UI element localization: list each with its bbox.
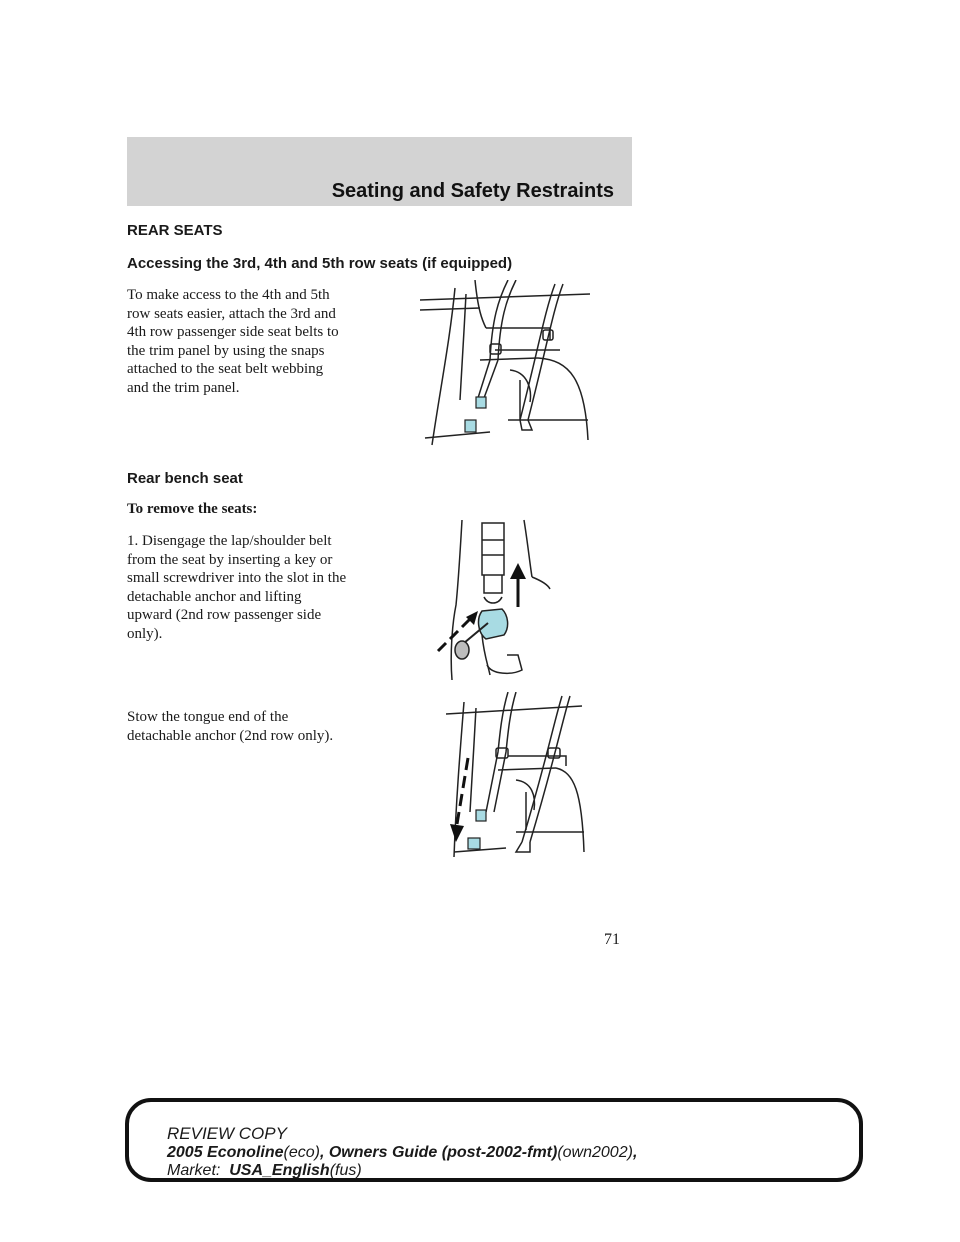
footer-model: 2005 Econoline — [167, 1144, 284, 1161]
text-line: upward (2nd row passenger side — [127, 607, 322, 623]
page-header-title: Seating and Safety Restraints — [331, 180, 614, 202]
footer-market-code: (fus) — [329, 1162, 362, 1179]
page-number: 71 — [604, 931, 620, 948]
bench-heading: Rear bench seat — [127, 470, 243, 487]
footer-guide: Owners Guide (post-2002-fmt) — [328, 1144, 558, 1161]
review-copy-footer — [125, 1098, 863, 1182]
seatbelt-trim-illustration — [420, 280, 592, 450]
footer-market-label: Market: — [167, 1162, 221, 1179]
footer-review-copy: REVIEW COPY — [167, 1124, 287, 1143]
header-band — [127, 137, 632, 206]
text-line: 1. Disengage the lap/shoulder belt — [127, 533, 332, 549]
text-line: detachable anchor (2nd row only). — [127, 727, 334, 744]
footer-separator: , — [319, 1144, 329, 1161]
section-heading: REAR SEATS — [127, 222, 223, 239]
text-line: Stow the tongue end of the — [127, 709, 289, 725]
text-line: row seats easier, attach the 3rd and — [127, 305, 336, 322]
footer-model-code: (eco) — [283, 1144, 320, 1161]
access-paragraph — [127, 286, 339, 397]
text-line: from the seat by inserting a key or — [127, 551, 333, 568]
text-line: only). — [127, 625, 163, 642]
footer-market-value: USA_English — [229, 1162, 330, 1179]
text-line: 4th row passenger side seat belts to — [127, 324, 339, 340]
remove-heading: To remove the seats: — [127, 501, 258, 517]
subheading: Accessing the 3rd, 4th and 5th row seats (if equipped) — [127, 255, 513, 272]
stow-paragraph — [127, 708, 333, 745]
text-line: and the trim panel. — [127, 379, 240, 396]
step1-paragraph — [127, 532, 346, 643]
text-line: detachable anchor and lifting — [127, 588, 302, 605]
footer-doc-info — [167, 1144, 637, 1162]
detachable-anchor-illustration — [432, 515, 552, 685]
footer-market — [167, 1162, 362, 1180]
text-line: small screwdriver into the slot in the — [127, 570, 347, 586]
text-line: the trim panel by using the snaps — [127, 342, 325, 359]
footer-guide-code: (own2002) — [557, 1144, 633, 1161]
text-line: To make access to the 4th and 5th — [127, 287, 330, 303]
text-line: attached to the seat belt webbing — [127, 361, 324, 377]
stow-tongue-illustration — [446, 692, 586, 862]
footer-separator: , — [632, 1144, 638, 1161]
